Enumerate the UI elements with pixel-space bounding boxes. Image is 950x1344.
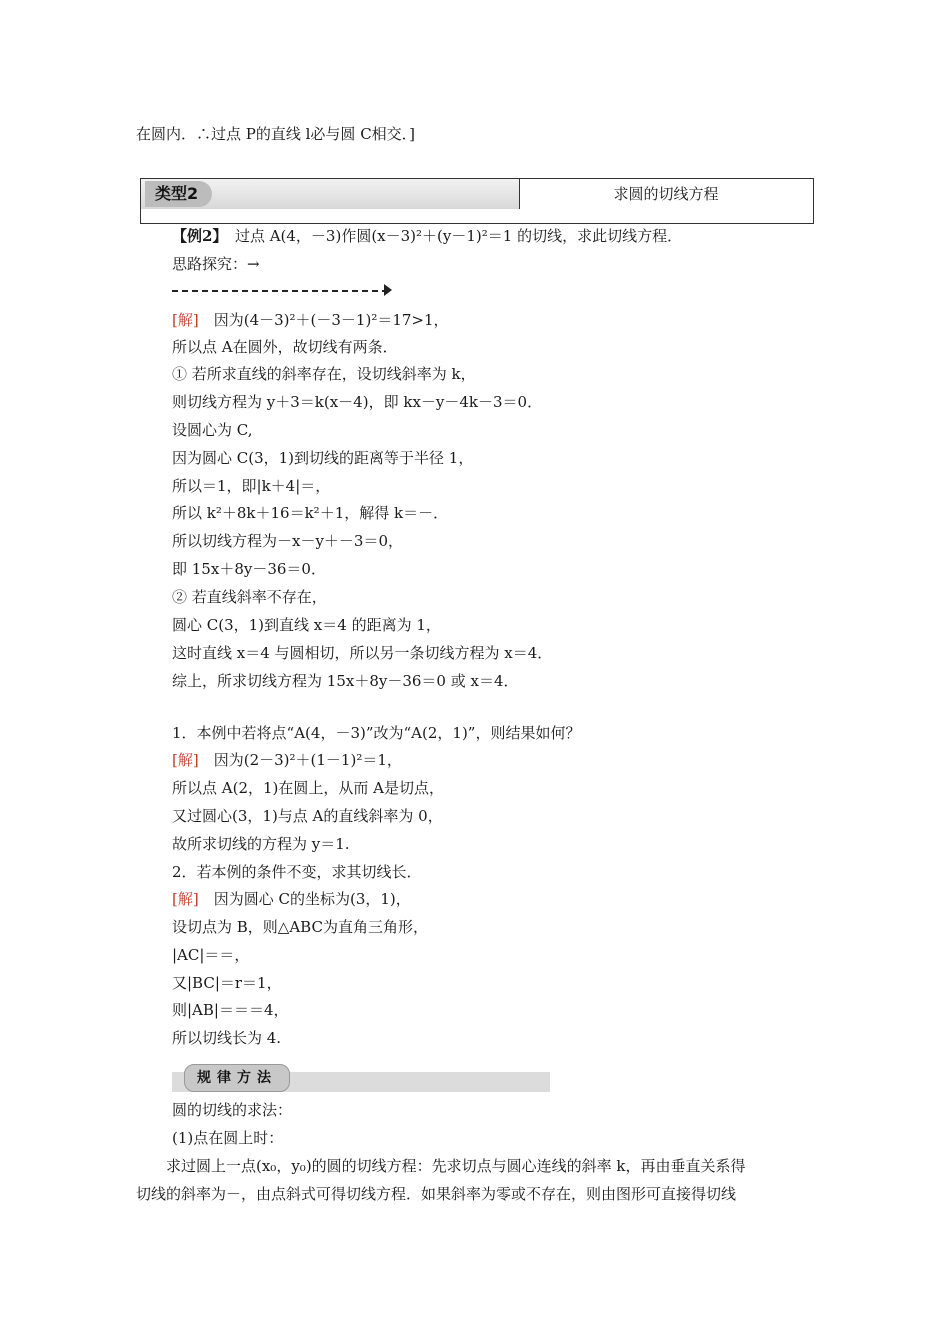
- method-banner: [172, 1072, 550, 1092]
- q1-solution-line: [解] 因为(2－3)²＋(1－1)²＝1，: [172, 751, 402, 769]
- solution-line: 则切线方程为 y＋3＝k(x－4)，即 kx－y－4k－3＝0．: [172, 393, 543, 411]
- solution-line: 所以＝1，即|k＋4|＝，: [172, 477, 331, 495]
- solution-tag: [解]: [172, 311, 199, 329]
- q1-solution-line: 又过圆心(3，1)与点 A的直线斜率为 0，: [172, 807, 443, 825]
- q1-solution-line: 故所求切线的方程为 y＝1.: [172, 835, 350, 853]
- hint-arrow-head: [384, 284, 392, 296]
- section-type-tag: 类型2: [145, 181, 212, 207]
- top-line: 在圆内．∴过点 P的直线 l必与圆 C相交．]: [136, 125, 416, 143]
- solution-line: ① 若所求直线的斜率存在，设切线斜率为 k，: [172, 365, 476, 383]
- example-tag: 【例2】: [172, 227, 220, 245]
- question-2: 2．若本例的条件不变，求其切线长．: [172, 863, 422, 881]
- q2-solution-line: 设切点为 B，则△ABC为直角三角形，: [172, 918, 428, 936]
- q1-solution-tag: [解]: [172, 751, 199, 769]
- section-title: 求圆的切线方程: [613, 185, 719, 203]
- q1-solution-line: 所以点 A(2，1)在圆上，从而 A是切点，: [172, 779, 444, 797]
- method-paragraph: 切线的斜率为－，由点斜式可得切线方程．如果斜率为零或不存在，则由图形可直接得切线: [136, 1185, 737, 1203]
- solution-line: 综上，所求切线方程为 15x＋8y－36＝0 或 x＝4．: [172, 672, 519, 690]
- q2-solution-line: [解] 因为圆心 C的坐标为(3，1)，: [172, 890, 411, 908]
- q2-solution-line: 又|BC|＝r＝1，: [172, 974, 282, 992]
- q2-solution-line: 则|AB|＝＝＝4，: [172, 1001, 289, 1019]
- method-line: (1)点在圆上时：: [172, 1129, 284, 1147]
- solution-line: 圆心 C(3，1)到直线 x＝4 的距离为 1，: [172, 616, 441, 634]
- solution-line: 设圆心为 C,: [172, 421, 253, 439]
- section-header-banner: [141, 179, 520, 209]
- solution-line: 因为圆心 C(3，1)到切线的距离等于半径 1，: [172, 449, 474, 467]
- solution-line: [解] 因为(4－3)²＋(－3－1)²＝17>1，: [172, 311, 449, 329]
- method-paragraph: 求过圆上一点(x₀，y₀)的圆的切线方程：先求切点与圆心连线的斜率 k，再由垂直关系得: [136, 1157, 746, 1175]
- example-text: 过点 A(4，－3)作圆(x－3)²＋(y－1)²＝1 的切线，求此切线方程．: [219, 227, 683, 245]
- hint-arrow: [172, 290, 388, 292]
- example-line: [172, 226, 682, 246]
- solution-line: 这时直线 x＝4 与圆相切，所以另一条切线方程为 x＝4．: [172, 644, 553, 662]
- q2-solution-line: 所以切线长为 4.: [172, 1029, 282, 1047]
- q2-solution-tag: [解]: [172, 890, 199, 908]
- hint-line: 思路探究：→: [172, 255, 260, 273]
- method-line: 圆的切线的求法：: [172, 1101, 293, 1119]
- q2-solution-line: |AC|＝＝，: [172, 946, 250, 964]
- solution-line: 所以点 A在圆外，故切线有两条．: [172, 338, 398, 356]
- solution-line: 即 15x＋8y－36＝0．: [172, 560, 326, 578]
- question-1: 1．本例中若将点“A(4，－3)”改为“A(2，1)”，则结果如何？: [172, 724, 581, 742]
- method-banner-tag: 规律方法: [184, 1064, 290, 1092]
- solution-line: ② 若直线斜率不存在，: [172, 588, 327, 606]
- solution-line: 所以切线方程为－x－y＋－3＝0，: [172, 532, 404, 550]
- solution-line: 所以 k²＋8k＋16＝k²＋1，解得 k＝－．: [172, 504, 449, 522]
- section-header: [140, 178, 814, 224]
